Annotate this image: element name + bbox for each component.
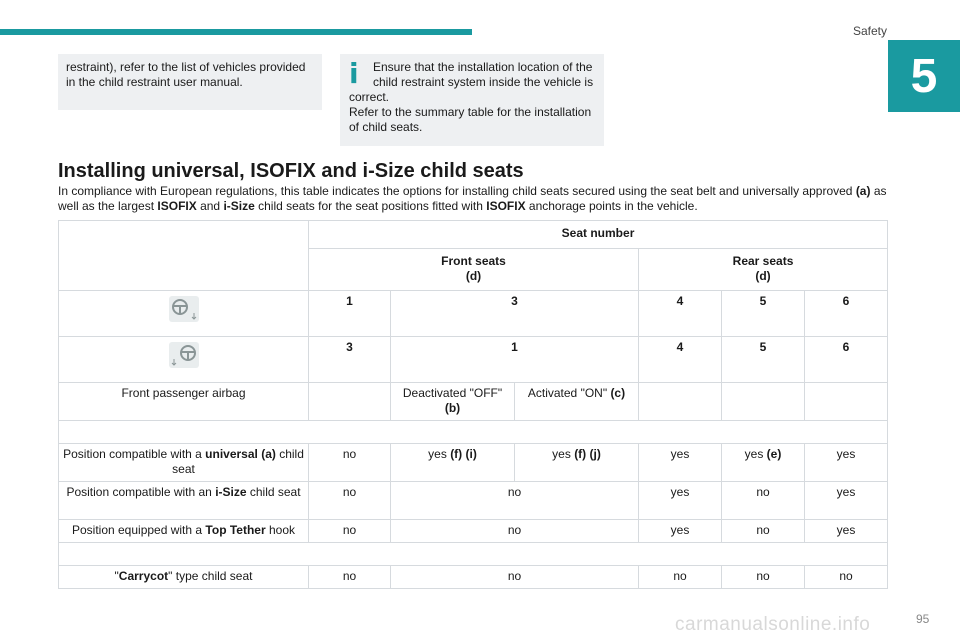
lhd-icon-cell [59, 291, 309, 337]
rhd-seat-3: 4 [639, 337, 722, 383]
airbag-on-cell: Activated "ON" (c) [515, 383, 639, 421]
airbag-label: Front passenger airbag [59, 383, 309, 421]
table-row-universal [59, 444, 888, 482]
lhd-seat-3: 4 [639, 291, 722, 337]
carrycot-cell: no [391, 566, 639, 589]
intro-paragraph: In compliance with European regulations, this table indicates the options for installing child seats secured using the seat belt and universally approved (a) as well as the largest ISOFIX and i-Size child seats for the seat positions fitted with ISOFIX anchorage points in the vehicle. [58, 184, 887, 213]
table-row-carrycot [59, 566, 888, 589]
header-accent-bar [0, 29, 472, 35]
universal-cell: yes (f) (j) [515, 444, 639, 482]
carrycot-cell: no [309, 566, 391, 589]
table-corner-cell [59, 221, 309, 291]
carrycot-cell: no [805, 566, 888, 589]
toptether-label: Position equipped with a Top Tether hook [59, 520, 309, 543]
airbag-off-cell: Deactivated "OFF" (b) [391, 383, 515, 421]
rhd-seat-1: 3 [309, 337, 391, 383]
section-label: Safety [853, 24, 888, 38]
lhd-seat-4: 5 [722, 291, 805, 337]
child-seat-table [58, 220, 888, 589]
carrycot-cell: no [639, 566, 722, 589]
airbag-empty-cell [639, 383, 722, 421]
universal-cell: yes (f) (i) [391, 444, 515, 482]
front-seats-header: Front seats (d) [309, 249, 639, 291]
isize-cell: no [309, 482, 391, 520]
toptether-cell: yes [639, 520, 722, 543]
watermark: carmanualsonline.info [675, 614, 871, 635]
airbag-empty-cell [309, 383, 391, 421]
toptether-cell: no [391, 520, 639, 543]
toptether-cell: no [309, 520, 391, 543]
table-row-toptether [59, 520, 888, 543]
isize-cell: yes [639, 482, 722, 520]
isize-cell: no [722, 482, 805, 520]
airbag-empty-cell [805, 383, 888, 421]
seat-number-header: Seat number [309, 221, 888, 249]
table-spacer-row [59, 421, 888, 444]
carrycot-cell: no [722, 566, 805, 589]
info-icon: i [349, 57, 359, 90]
isize-label: Position compatible with an i-Size child seat [59, 482, 309, 520]
airbag-empty-cell [722, 383, 805, 421]
note-box-left: restraint), refer to the list of vehicles provided in the child restraint user manual. [58, 54, 322, 110]
universal-label: Position compatible with a universal (a) child seat [59, 444, 309, 482]
steering-wheel-right-icon [169, 342, 199, 368]
table-row-airbag [59, 383, 888, 421]
note-box-info [340, 54, 604, 146]
table-header-row [59, 221, 888, 249]
note-info-line2: Refer to the summary table for the installation of child seats. [349, 105, 592, 134]
page-number: 95 [916, 612, 930, 626]
lhd-seat-2: 3 [391, 291, 639, 337]
universal-cell: yes (e) [722, 444, 805, 482]
table-row-lhd [59, 291, 888, 337]
lhd-seat-1: 1 [309, 291, 391, 337]
rhd-seat-2: 1 [391, 337, 639, 383]
lhd-seat-5: 6 [805, 291, 888, 337]
page-title: Installing universal, ISOFIX and i-Size child seats [58, 160, 524, 182]
rhd-seat-4: 5 [722, 337, 805, 383]
universal-cell: no [309, 444, 391, 482]
toptether-cell: yes [805, 520, 888, 543]
isize-cell: no [391, 482, 639, 520]
rhd-seat-5: 6 [805, 337, 888, 383]
toptether-cell: no [722, 520, 805, 543]
chapter-number-tab: 5 [888, 40, 960, 112]
rhd-icon-cell [59, 337, 309, 383]
note-info-line1: Ensure that the installation location of the child restraint system inside the vehicle is correct. [349, 60, 594, 104]
universal-cell: yes [805, 444, 888, 482]
carrycot-label: "Carrycot" type child seat [59, 566, 309, 589]
steering-wheel-left-icon [169, 296, 199, 322]
rear-seats-header: Rear seats (d) [639, 249, 888, 291]
table-row-isize [59, 482, 888, 520]
table-row-rhd [59, 337, 888, 383]
isize-cell: yes [805, 482, 888, 520]
universal-cell: yes [639, 444, 722, 482]
table-spacer-row [59, 543, 888, 566]
